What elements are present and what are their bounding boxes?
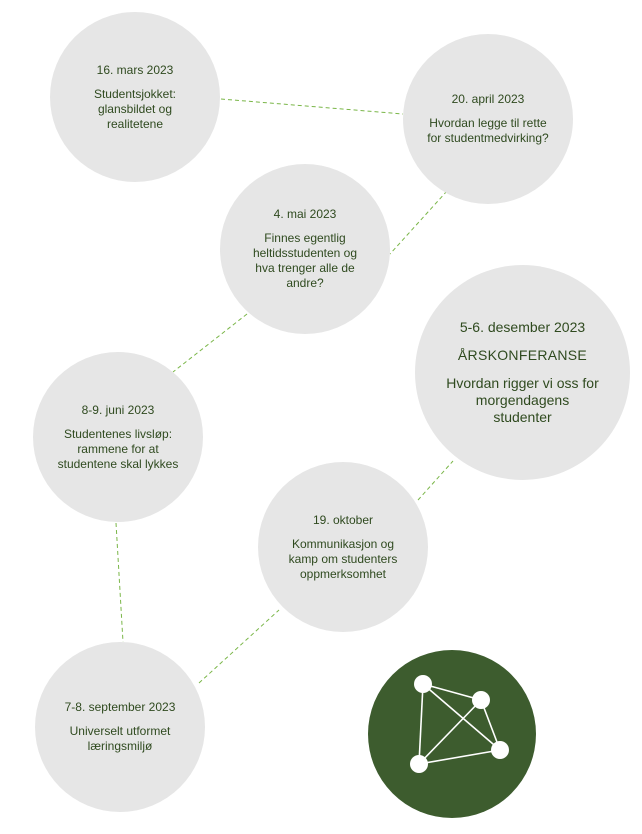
- event-date: 20. april 2023: [451, 92, 525, 106]
- connector-line: [173, 314, 247, 372]
- event-date: 19. oktober: [312, 512, 374, 527]
- event-topic: Universelt utformet læringsmiljø: [69, 724, 171, 753]
- event-topic: Studentenes livsløp: rammene for at studentene skal lykkes: [57, 426, 179, 471]
- event-bubble-june: [33, 352, 203, 522]
- connector-line: [116, 523, 123, 642]
- event-topic: Hvordan rigger vi oss for morgendagens studenter: [446, 375, 599, 425]
- event-date: 4. mai 2023: [273, 207, 337, 221]
- network-graph-icon: [368, 650, 536, 818]
- event-subtitle: ÅRSKONFERANSE: [457, 347, 588, 363]
- event-bubble-march: [50, 12, 220, 182]
- event-topic: Finnes egentlig heltidsstudenten og hva trenger alle de andre?: [252, 231, 358, 290]
- event-bubble-september: [35, 642, 205, 812]
- event-bubble-may: [220, 164, 390, 334]
- event-bubble-april: [403, 34, 573, 204]
- event-date: 8-9. juni 2023: [81, 402, 155, 417]
- event-date: 7-8. september 2023: [64, 700, 176, 714]
- connector-line: [221, 99, 403, 114]
- event-date: 16. mars 2023: [96, 62, 174, 77]
- event-date: 5-6. desember 2023: [459, 319, 586, 335]
- connector-line: [199, 610, 279, 683]
- event-bubble-october: [258, 462, 428, 632]
- connector-line: [418, 461, 453, 500]
- connector-line: [390, 191, 447, 254]
- event-topic: Studentsjokket: glansbildet og realitetene: [93, 86, 177, 131]
- event-bubble-annual-conference: [415, 265, 630, 480]
- event-topic: Kommunikasjon og kamp om studenters oppmerksomhet: [288, 536, 398, 581]
- event-topic: Hvordan legge til rette for studentmedvirking?: [427, 116, 549, 145]
